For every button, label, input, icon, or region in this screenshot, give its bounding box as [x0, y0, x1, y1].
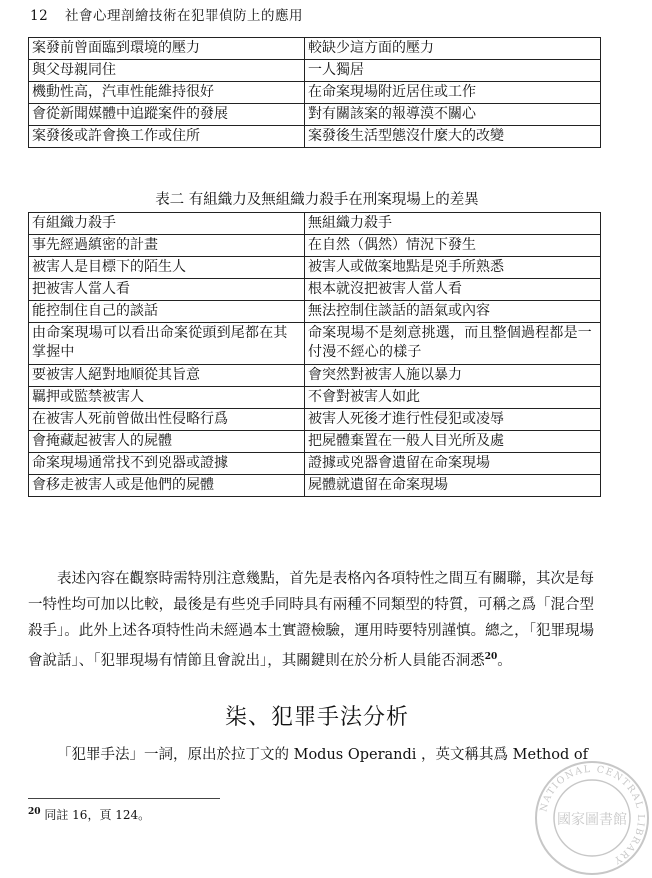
table-cell: 在命案現場附近居住或工作	[305, 82, 601, 104]
paragraph-text: 「犯罪手法」一詞，原出於拉丁文的 Modus Operandi ，英文稱其爲 Method of	[57, 747, 588, 763]
table-cell: 對有關該案的報導漠不關心	[305, 104, 601, 126]
table-cell: 會掩藏起被害人的屍體	[29, 431, 305, 453]
comparison-table-continued	[28, 37, 601, 148]
table-row	[29, 387, 601, 409]
table-cell: 屍體就遺留在命案現場	[305, 475, 601, 497]
table-cell: 會從新聞媒體中追蹤案件的發展	[29, 104, 305, 126]
body-paragraph	[28, 742, 594, 768]
table-cell: 較缺少這方面的壓力	[305, 38, 601, 60]
table-row	[29, 453, 601, 475]
column-header: 無組織力殺手	[305, 213, 601, 235]
table-cell: 案發後生活型態沒什麼大的改變	[305, 126, 601, 148]
stamp-text: NATIONAL CENTRAL LIBRARY	[538, 763, 647, 867]
table-row	[29, 82, 601, 104]
library-stamp-icon	[532, 758, 652, 878]
table-cell: 把被害人當人看	[29, 279, 305, 301]
table-row	[29, 235, 601, 257]
table-row	[29, 323, 601, 365]
table-row	[29, 365, 601, 387]
table-cell: 案發後或許會換工作或住所	[29, 126, 305, 148]
running-title: 社會心理剖繪技術在犯罪偵防上的應用	[64, 8, 303, 24]
organized-vs-disorganized-table	[28, 212, 601, 497]
table-cell: 在自然（偶然）情況下發生	[305, 235, 601, 257]
table-row	[29, 257, 601, 279]
footnote-ref[interactable]: 20	[484, 652, 498, 662]
table-cell: 一人獨居	[305, 60, 601, 82]
footnote-number: 20	[28, 807, 41, 817]
table-caption: 表二 有組織力及無組織力殺手在刑案現場上的差異	[155, 192, 479, 208]
body-paragraph	[28, 566, 594, 674]
table-cell: 不會對被害人如此	[305, 387, 601, 409]
table-cell: 被害人是目標下的陌生人	[29, 257, 305, 279]
table-cell: 與父母親同住	[29, 60, 305, 82]
table-cell: 在被害人死前曾做出性侵略行爲	[29, 409, 305, 431]
table-row	[29, 126, 601, 148]
table-cell: 會突然對被害人施以暴力	[305, 365, 601, 387]
table-cell: 要被害人絕對地順從其旨意	[29, 365, 305, 387]
table-cell: 命案現場不是刻意挑選，而且整個過程都是一付漫不經心的樣子	[305, 323, 601, 365]
table-header-row	[29, 213, 601, 235]
stamp-glyphs: 國家圖書館	[557, 812, 627, 828]
table-row	[29, 301, 601, 323]
table-cell: 事先經過縝密的計畫	[29, 235, 305, 257]
table-cell: 能控制住自己的談話	[29, 301, 305, 323]
table-cell: 命案現場通常找不到兇器或證據	[29, 453, 305, 475]
table-cell: 機動性高，汽車性能維持很好	[29, 82, 305, 104]
paragraph-text: 表述內容在觀察時需特別注意幾點，首先是表格內各項特性之間互有關聯，其次是每一特性均可加以比較，最後是有些兇手同時具有兩種不同類型的特質，可稱之爲「混合型殺手」。此外上述各項特性尚未經過本土實證檢驗，運用時要特別謹慎。總之，「犯罪現場會說話」、「犯罪現場有情節且會說出」，其關鍵則在於分析人員能否洞悉	[28, 571, 594, 669]
footnote-text: 同註 16，頁 124。	[44, 808, 151, 822]
table-cell: 把屍體棄置在一般人目光所及處	[305, 431, 601, 453]
footnote	[28, 806, 150, 823]
table-row	[29, 38, 601, 60]
section-heading: 柒、犯罪手法分析	[224, 705, 409, 730]
table-cell: 羈押或監禁被害人	[29, 387, 305, 409]
table-cell: 根本就沒把被害人當人看	[305, 279, 601, 301]
table-row	[29, 279, 601, 301]
table-cell: 由命案現場可以看出命案從頭到尾都在其掌握中	[29, 323, 305, 365]
table-row	[29, 409, 601, 431]
paragraph-end: 。	[497, 652, 512, 669]
table-cell: 無法控制住談話的語氣或內容	[305, 301, 601, 323]
table-cell: 案發前曾面臨到環境的壓力	[29, 38, 305, 60]
column-header: 有組織力殺手	[29, 213, 305, 235]
table-cell: 會移走被害人或是他們的屍體	[29, 475, 305, 497]
table-row	[29, 431, 601, 453]
page-number: 12	[30, 8, 49, 24]
footnote-divider	[28, 798, 220, 799]
table-row	[29, 104, 601, 126]
table-cell: 被害人或做案地點是兇手所熟悉	[305, 257, 601, 279]
table-cell: 證據或兇器會遺留在命案現場	[305, 453, 601, 475]
table-cell: 被害人死後才進行性侵犯或凌辱	[305, 409, 601, 431]
running-header	[30, 4, 303, 24]
table-row	[29, 60, 601, 82]
table-row	[29, 475, 601, 497]
